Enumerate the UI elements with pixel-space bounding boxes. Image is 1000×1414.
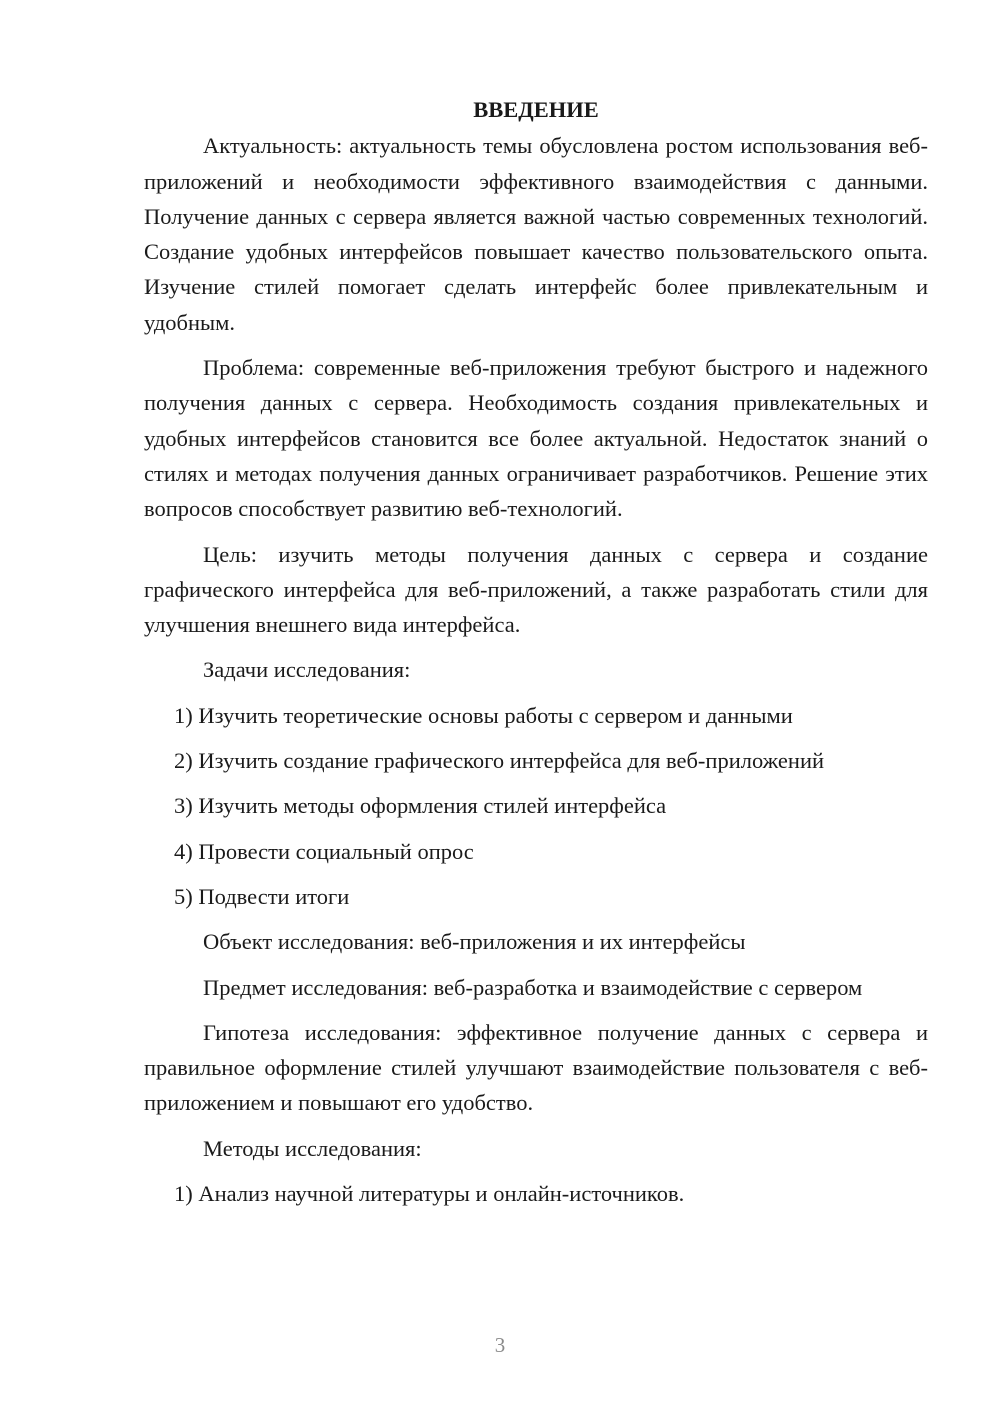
section-title: ВВЕДЕНИЕ: [473, 97, 599, 122]
document-page: [144, 92, 928, 1221]
relevance-paragraph: Актуальность: актуальность темы обусловлена ростом использования веб-приложений и необходимости эффективного взаимодействия с данными. Получение данных с сервера является важной частью современных технологий. Создание удобных интерфейсов повышает качество пользовательского опыта. Изучение стилей помогает сделать интерфейс более привлекательным и удобным.: [144, 133, 928, 335]
task-item: 2) Изучить создание графического интерфейса для веб-приложений: [174, 748, 825, 774]
research-hypothesis: Гипотеза исследования: эффективное получение данных с сервера и правильное оформление стилей улучшают взаимодействие пользователя с веб-приложением и повышают его удобство.: [144, 1019, 928, 1116]
research-object: Объект исследования: веб-приложения и их интерфейсы: [203, 929, 746, 955]
task-item: 4) Провести социальный опрос: [174, 838, 474, 864]
method-item: 1) Анализ научной литературы и онлайн-источников.: [174, 1181, 685, 1207]
page-number: 3: [494, 1333, 506, 1357]
methods-heading: Методы исследования:: [203, 1135, 422, 1161]
problem-paragraph: Проблема: современные веб-приложения требуют быстрого и надежного получения данных с сервера. Необходимость создания привлекательных и удобных интерфейсов становится все более актуальной. Недостаток знаний о стилях и методах получения данных ограничивает разработчиков. Решение этих вопросов способствует развитию веб-технологий.: [144, 355, 928, 522]
task-item: 5) Подвести итоги: [174, 883, 350, 909]
research-subject: Предмет исследования: веб-разработка и взаимодействие с сервером: [203, 974, 863, 1000]
tasks-list: [144, 698, 928, 914]
task-item: 1) Изучить теоретические основы работы с сервером и данными: [174, 702, 793, 728]
task-item: 3) Изучить методы оформления стилей интерфейса: [174, 793, 667, 819]
tasks-heading: Задачи исследования:: [203, 657, 411, 683]
goal-paragraph: Цель: изучить методы получения данных с сервера и создание графического интерфейса для веб-приложений, а также разработать стили для улучшения внешнего вида интерфейса.: [144, 541, 928, 638]
methods-list: [144, 1176, 928, 1211]
